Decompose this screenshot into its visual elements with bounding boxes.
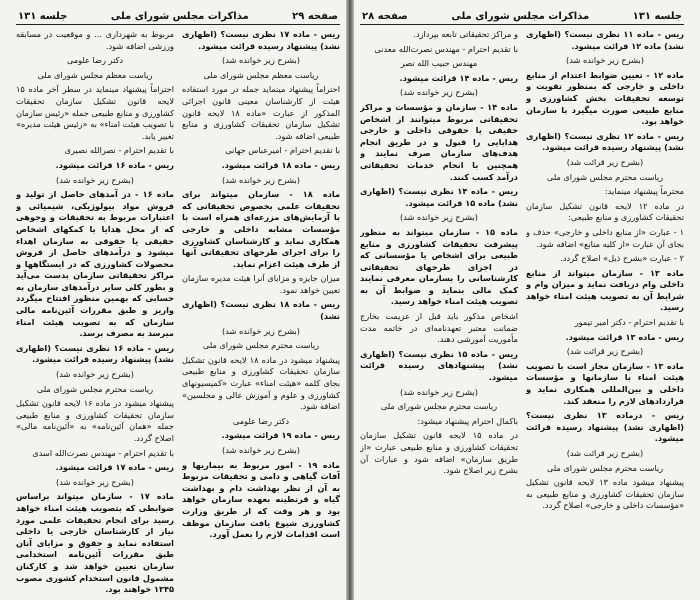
left-page-col-b-paragraph: ریس - ماده ۱۶ نظری نیست؟ (اظهاری نشد) پیشنهاد رسیده قرائت میشود. <box>16 342 174 365</box>
right-page-col-a-paragraph: ۱ - عبارت «از منابع داخلی و خارجی» حذف و بجای آن عبارت «از کلیه منابع» اضافه شود. <box>526 226 684 249</box>
left-page-col-a-paragraph: ریاست معظم مجلس شورای ملی <box>203 69 319 80</box>
right-page-number: صفحه ۲۸ <box>362 10 408 22</box>
left-page-col-b-paragraph: با تقدیم احترام - نصرالله نصیری <box>64 145 174 156</box>
right-page-col-b-paragraph: و مراکز تحقیقاتی تابعه بپردازد. <box>413 29 518 39</box>
left-page-col-b-paragraph: احتراماً پیشنهاد مینماید در سطر آخر ماده ۱۵ لایحه قانون تشکیل سازمان تحقیقات کشاورزی و منابع طبیعی جمله «رئیس سازمان با تصویب هیئت امناء» به «رئیس هیئت مدیره» تغییر یابد. <box>16 84 174 141</box>
left-page-col-a-paragraph: ماده ۱۹ - امور مربوط به بیماریها و آفات گیاهی و دامی و تحقیقات مربوط به آن از نظر بهداشت دام و بهداشت گیاه و قرنطینه بعهده سازمان خواهد بود و هر وقت که از طریق وزارت کشاورزی شیوع یافت سازمان موظف است اقدامات لازم را بعمل آورد. <box>182 459 340 540</box>
book-gutter <box>346 0 354 600</box>
left-page-column-left <box>16 29 174 599</box>
left-page-col-a-paragraph: احتراماً پیشنهاد مینماید جمله در مورد استفاده هیئت از کارشناسان معینی قانون اجرائی المذکور از عبارت «ماده ۱۸ لایحه قانون تشکیل سازمان تحقیقات کشاورزی و منابع طبیعی اضافه شود. <box>182 84 340 141</box>
left-page-session: جلسه ۱۳۱ <box>18 10 68 22</box>
right-page-col-a-paragraph: با تقدیم احترام - دکتر امیر تیمور <box>574 317 684 328</box>
left-page-col-b-paragraph: با تقدیم احترام - مهندس نصرت‌الله اسدی <box>32 447 174 458</box>
right-page-col-b-paragraph: باکمال احترام پیشنهاد میشود: <box>417 415 518 426</box>
right-page-col-b-paragraph: (بشرح زیر خوانده شد) <box>400 212 478 223</box>
left-page-col-b-paragraph: (بشرح زیر خوانده شد) <box>56 174 134 185</box>
right-page-col-b-paragraph: (بشرح زیر خوانده شد) <box>400 87 478 98</box>
right-page-col-a-paragraph: (بشرح زیر قرائت شد) <box>566 346 644 357</box>
left-page-col-a-paragraph: پیشنهاد میشود در ماده ۱۸ لایحه قانون تشکیل سازمان تحقیقات کشاورزی و منابع طبیعی بجای کلمه «هیئت امناء» عبارت «کمیسیونهای کشاورزی و علوم و آموزش عالی و مجلسین» اضافه شود. <box>182 354 340 412</box>
left-page-col-a-paragraph: (بشرح زیر خوانده شد) <box>222 325 300 336</box>
right-page <box>350 0 700 600</box>
left-page-col-b-paragraph: (بشرح زیر خوانده شد) <box>56 476 134 487</box>
left-page-col-b-paragraph: مربوط به شهرداری ... و موقعیت در مسابقه ورزشی اضافه شود. <box>16 29 174 51</box>
right-page-col-a-paragraph: در ماده ۱۲ لایحه قانون تشکیل سازمان تحقیقات کشاورزی و منابع طبیعی: <box>526 200 684 223</box>
left-page-col-a-paragraph: با تقدیم احترام - امیرعباس جهانی <box>225 145 340 156</box>
left-page-col-b-paragraph: ماده ۱۷ - سازمان میتواند براساس ضوابطی که بتصویب هیئت امناء خواهد رسید برای انجام تحقیقات علمی مورد نیاز از کارشناسان خارجی یا داخلی استفاده نماید و حقوق و مزایای آنان طبق مقررات آئین‌نامه استخدامی سازمان تعیین خواهد شد و کارکنان مشمول قانون استخدام کشوری مصوب ۱۳۴۵ خواهند بود. <box>16 491 174 595</box>
right-page-col-a-paragraph: (بشرح زیر قرائت شد) <box>566 156 644 167</box>
left-page-header <box>16 8 340 25</box>
left-page-col-a-paragraph: ریاست محترم مجلس شورای ملی <box>202 340 320 351</box>
left-page-column-right <box>182 29 340 599</box>
right-page-col-b-paragraph: (بشرح زیر خوانده شد) <box>400 386 478 397</box>
right-page-col-a-paragraph: (بشرح زیر قرائت شد) <box>566 448 644 458</box>
left-page-columns <box>16 29 340 599</box>
right-page-header <box>360 8 684 25</box>
left-page-col-b-paragraph: ریس - ماده ۱۶ قرائت میشود. <box>55 159 174 170</box>
left-page-col-a-paragraph: دکتر رضا علومی <box>232 415 290 426</box>
left-page-col-a-paragraph: ریس - ماده ۱۷ نظری نیست؟ (اظهاری نشد) پیشنهاد رسیده قرائت میشود. <box>182 29 340 51</box>
right-page-col-b-paragraph: ماده ۱۵ - سازمان میتواند به منظور پیشرفت تحقیقات کشاورزی و منابع طبیعی برای اشخاص یا مؤسساتی که در اجرای طرحهای تحقیقاتی کارشناسانی را بسازمان معرفی نمایند کمک مالی بنماید و ضوابط آن به تصویب هیئت امناء خواهد رسید. <box>360 226 518 307</box>
right-page-columns <box>360 29 684 599</box>
left-page-col-a-paragraph: میزان جایزه و مزایای آنرا هیئت مدیره سازمان تعیین خواهد نمود. <box>182 273 340 295</box>
left-page-col-a-paragraph: ریس - ماده ۱۹ قرائت میشود. <box>221 430 340 441</box>
right-page-col-a-paragraph: ریس - ماده ۱۲ نظری نیست؟ (اظهاری نشد) پیشنهاد رسیده قرائت میشود. <box>526 130 684 153</box>
right-page-col-a-paragraph: ماده ۱۲ - تعیین ضوابط اعتدام از منابع داخلی و خارجی که بمنظور تقویت و توسعه تحقیقات بخش کشاورزی و منابع طبیعی صورت میگیرد با سازمان خواهد بود. <box>526 69 684 127</box>
right-page-col-a-paragraph: ریاست محترم مجلس شورای ملی <box>546 171 664 182</box>
left-page-col-a-paragraph: (بشرح زیر خوانده شد) <box>222 55 300 66</box>
left-page-col-b-paragraph: ریس - ماده ۱۷ قرائت میشود. <box>55 462 174 473</box>
right-page-col-b-paragraph: مهندس حبیب الله نصر <box>400 58 478 69</box>
right-page-col-b-paragraph: اشخاص مذکور باید قبل از عزیمت بخارج ضمانت معتبر تعهدنامه‌ای در خاتمه مدت مأموریت آموزشی دهند. <box>360 311 518 345</box>
left-page-col-a-paragraph: ریس - ماده ۱۸ نظری نیست؟ (اظهاری نشد) <box>182 299 340 322</box>
right-page-column-right <box>526 29 684 599</box>
left-page-col-b-paragraph: ریاست محترم مجلس شورای ملی <box>36 383 154 394</box>
right-page-col-a-paragraph: ماده ۱۳ - سازمان میتواند از منابع داخلی وام دریافت نماید و میزان وام و شرایط آن به تصویب هیئت امناء خواهد رسید. <box>526 267 684 313</box>
right-page-col-b-paragraph: ریس - ماده ۱۴ قرائت میشود. <box>399 72 518 83</box>
right-page-col-a-paragraph: ریس - درماده ۱۳ نظری نیست؟ (اظهاری نشد) پیشنهاد رسیده قرائت میشود. <box>526 410 684 444</box>
left-page-title: مذاکرات مجلس شورای ملی <box>110 10 249 22</box>
left-page-col-a-paragraph: (بشرح زیر خوانده شد) <box>222 174 300 185</box>
right-page-col-b-paragraph: ریس - ماده ۱۵ نظری نیست؟ (اظهاری نشد) پیشنهادهای رسیده قرائت میشود. <box>360 348 518 383</box>
right-page-col-b-paragraph: در ماده ۱۵ لایحه قانون تشکیل سازمان تحقیقات کشاورزی و منابع طبیعی عبارت «از طریق سازمان» اضافه شود و عبارات آن بشرح زیر اصلاح شود. <box>360 430 518 476</box>
right-page-col-a-paragraph: ۲ - عبارت «بشرح ذیل» اصلاح گردد. <box>560 253 684 264</box>
left-page-col-b-paragraph: ریاست معظم مجلس شورای ملی <box>37 69 153 80</box>
right-page-col-a-paragraph: ریس - ماده ۱۱ نظری نیست؟ (اظهاری نشد) ماده ۱۲ قرائت میشود. <box>526 29 684 51</box>
left-page-col-b-paragraph: پیشنهاد میشود در ماده ۱۶ لایحه قانون تشکیل سازمان تحقیقات کشاورزی و منابع طبیعی جمله «همان آئین‌نامه» به «آئین‌نامه مالی» اصلاح گردد. <box>16 398 174 443</box>
right-page-col-b-paragraph: ریس - ماده ۱۴ نظری نیست؟ (اظهاری نشد) ماده ۱۵ قرائت میشود. <box>360 186 518 208</box>
right-page-session: جلسه ۱۳۱ <box>632 10 682 22</box>
left-page-col-b-paragraph: ماده ۱۶ - در آمدهای حاصل از تولید و فروش مواد بیولوژیکی، شیمیائی و اعتبارات مربوط به تحقیقات و وجوهی که از محل هدایا یا کمکهای اشخاص حقیقی یا حقوقی به سازمان اهداء میشود و درآمدهای حاصل از فروش محصولات کشاورزی که در ایستگاهها و مراکز تحقیقاتی سازمان بدست می‌آید و بطور کلی سایر درآمدهای سازمان به حسابی که بهمین منظور افتتاح میگردد واریز و طبق مقررات آئین‌نامه مالی سازمان که به تصویب هیئت امناء میرسد به مصرف برسد. <box>16 189 174 339</box>
right-page-col-a-paragraph: (بشرح زیر خوانده شد) <box>566 55 644 66</box>
right-page-title: مذاکرات مجلس شورای ملی <box>451 10 590 22</box>
right-page-col-a-paragraph: ریس - ماده ۱۳ قرائت میشود. <box>565 331 684 342</box>
right-page-col-b-paragraph: ریاست محترم مجلس شورای ملی <box>380 401 498 412</box>
left-page-col-a-paragraph: ریس - ماده ۱۸ قرائت میشود. <box>221 159 340 170</box>
right-page-col-a-paragraph: پیشنهاد میشود ماده ۱۳ لایحه قانون تشکیل سازمان تحقیقات کشاورزی و منابع طبیعی به «مؤسسات داخلی و خارجی» اصلاح گردد. <box>526 477 684 511</box>
left-page-col-a-paragraph: (بشرح زیر خوانده شد) <box>222 445 300 455</box>
left-page-col-b-paragraph: دکتر رضا علومی <box>66 55 124 66</box>
right-page-col-a-paragraph: ماده ۱۳ - سازمان مجاز است با تصویب هیئت امناء با سازمانها و مؤسسات داخلی و بین‌المللی همکاری نماید و قراردادهای لازم را منعقد کند. <box>526 360 684 406</box>
left-page-col-a-paragraph: ماده ۱۸ - سازمان میتواند برای تحقیقات علمی بخصوص تحقیقاتی که با آزمایش‌های مزرعه‌ای همراه است با مؤسسات مشابه داخلی و خارجی همکاری نماید و کارشناسان کشاورزی را برای اجرای طرحهای تحقیقاتی آنها از طرف هیئت اعزام نماید. <box>182 189 340 269</box>
right-page-col-b-paragraph: ماده ۱۴ - سازمان و مؤسسات و مراکز تحقیقاتی مربوط میتوانند از اشخاص حقیقی یا حقوقی داخلی و خارجی هدایایی را قبول و در طریق انجام هدف‌های سازمان صرف نمایند و همچنین با انجام خدمات تحقیقاتی درآمد کسب کنند. <box>360 101 518 182</box>
left-page-number: صفحه ۲۹ <box>292 10 338 22</box>
right-page-col-b-paragraph: با تقدیم احترام - مهندس نصرت‌الله معدنی <box>374 43 518 54</box>
right-page-col-a-paragraph: محترماً پیشنهاد مینماید: <box>604 186 684 197</box>
right-page-col-a-paragraph: ریاست محترم مجلس شورای ملی <box>546 462 664 473</box>
left-page-col-b-paragraph: (بشرح زیر خوانده شد) <box>56 369 134 380</box>
right-page-column-left <box>360 29 518 599</box>
